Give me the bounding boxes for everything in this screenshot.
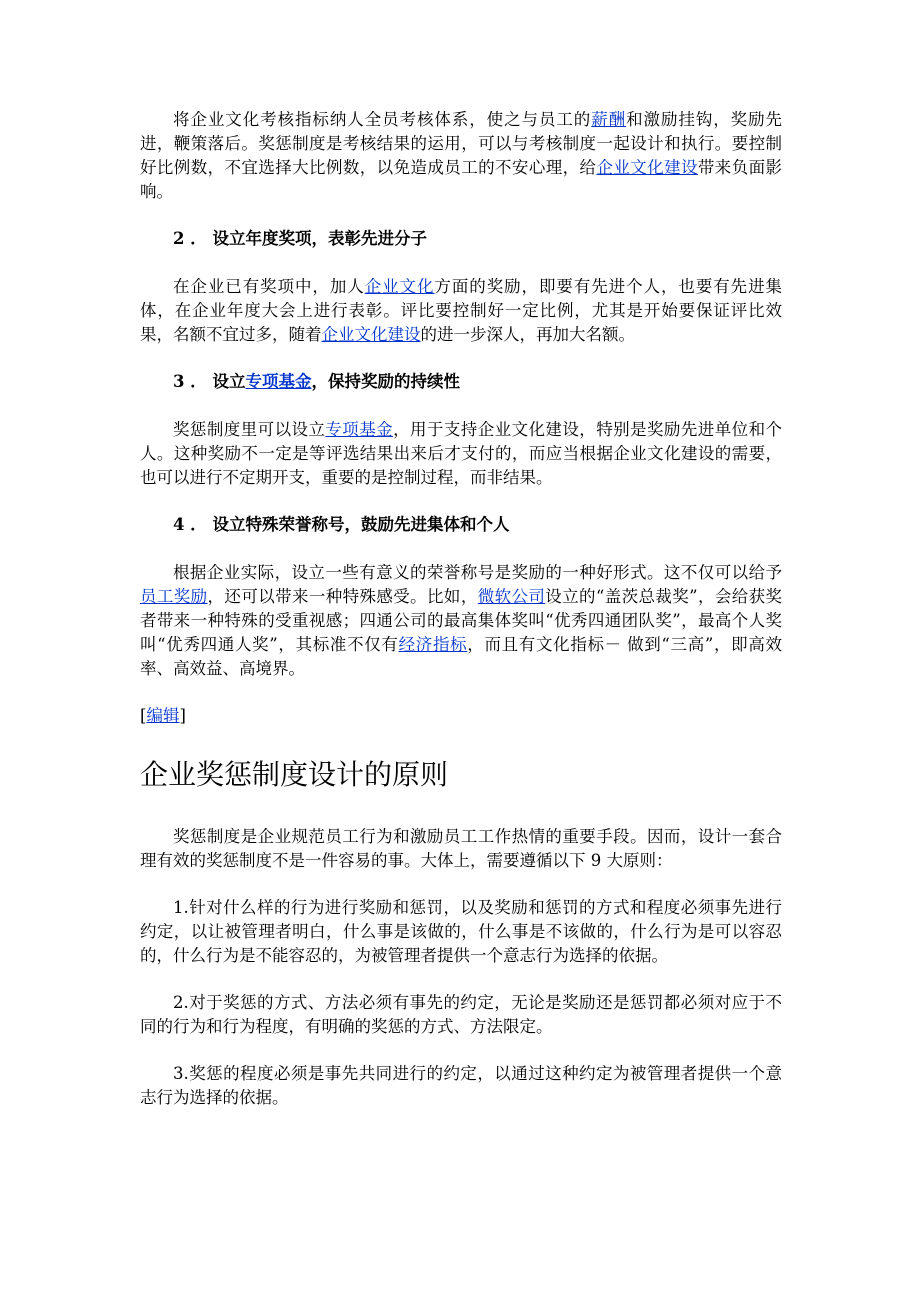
subheading-honor-title: 4 ． 设立特殊荣誉称号，鼓励先进集体和个人 — [173, 515, 510, 534]
link-culture-construction[interactable]: 企业文化建设 — [596, 158, 698, 177]
subheading-annual-award: 2 ． 设立年度奖项，表彰先进分子 — [173, 229, 427, 248]
link-special-fund[interactable]: 专项基金 — [325, 420, 394, 439]
link-salary[interactable]: 薪酬 — [591, 110, 627, 129]
paragraph-principle-3: 3.奖惩的程度必须是事先共同进行的约定，以通过这种约定为被管理者提供一个意志行为选择的依据。 — [140, 1064, 782, 1107]
paragraph-principle-2: 2.对于奖惩的方式、方法必须有事先的约定，无论是奖励还是惩罚都必须对应于不同的行为和行为程度，有明确的奖惩的方式、方法限定。 — [140, 993, 782, 1036]
link-culture-construction-2[interactable]: 企业文化建设 — [321, 325, 421, 344]
paragraph-principles-intro: 奖惩制度是企业规范员工行为和激励员工工作热情的重要手段。因而，设计一套合理有效的奖惩制度不是一件容易的事。大体上，需要遵循以下 9 大原则： — [140, 827, 782, 870]
paragraph-special-fund: 奖惩制度里可以设立专项基金，用于支持企业文化建设，特别是奖励先进单位和个人。这种奖励不一定是等评选结果出来后才支付的，而应当根据企业文化建设的需要，也可以进行不定期开支，重要的是控制过程，而非结果。 — [140, 420, 783, 487]
link-employee-reward[interactable]: 员工奖励 — [140, 587, 208, 606]
edit-link[interactable]: 编辑 — [146, 706, 180, 725]
section-title: 企业奖惩制度设计的原则 — [140, 758, 449, 791]
paragraph-honor-title: 根据企业实际，设立一些有意义的荣誉称号是奖励的一种好形式。这不仅可以给予员工奖励，还可以带来一种特殊感受。比如，微软公司设立的“盖茨总裁奖”，会给获奖者带来一种特殊的受重视感；四通公司的最高集体奖叫“优秀四通团队奖”，最高个人奖叫“优秀四通人奖”，其标准不仅有经济指标，而且有文化指标－ 做到“三高”，即高效率、高效益、高境界。 — [140, 563, 783, 678]
paragraph-principle-1: 1.针对什么样的行为进行奖励和惩罚，以及奖励和惩罚的方式和程度必须事先进行约定，以让被管理者明白，什么事是该做的，什么事是不该做的，什么行为是可以容忍的，什么行为是不能容忍的，为被管理者提供一个意志行为选择的依据。 — [140, 898, 782, 965]
paragraph-assessment: 将企业文化考核指标纳人全员考核体系，使之与员工的薪酬和激励挂钩，奖励先进，鞭策落后。奖惩制度是考核结果的运用，可以与考核制度一起设计和执行。要控制好比例数，不宜选择大比例数，以免造成员工的不安心理，给企业文化建设带来负面影响。 — [140, 110, 783, 201]
link-microsoft[interactable]: 微软公司 — [477, 587, 546, 606]
paragraph-annual-award: 在企业已有奖项中，加人企业文化方面的奖励，即要有先进个人，也要有先进集体，在企业年度大会上进行表彰。评比要控制好一定比例，尤其是开始要保证评比效果，名额不宜过多，随着企业文化建设的进一步深人，再加大名额。 — [140, 277, 783, 344]
link-special-fund-heading[interactable]: 专项基金 — [245, 372, 312, 391]
subheading-special-fund: 3 ． 设立专项基金，保持奖励的持续性 — [173, 372, 460, 391]
link-enterprise-culture[interactable]: 企业文化 — [364, 277, 435, 296]
edit-section: [编辑] — [140, 706, 186, 725]
link-economic-indicator[interactable]: 经济指标 — [398, 635, 468, 654]
document-body — [140, 108, 782, 1133]
